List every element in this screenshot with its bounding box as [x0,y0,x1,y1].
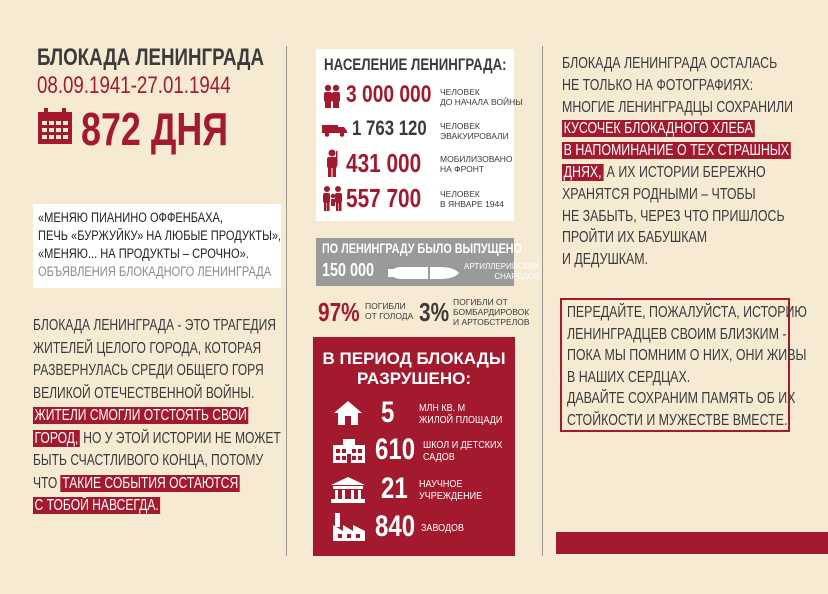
desc-line: БОМБАРДИРОВОК [453,307,530,317]
days-count: 872 ДНЯ [81,103,229,155]
paragraph-line: ВЕЛИКОЙ ОТЕЧЕСТВЕННОЙ ВОЙНЫ. [33,384,255,402]
quote-source: ОБЪЯВЛЕНИЯ БЛОКАДНОГО ЛЕНИНГРАДА [38,264,272,279]
population-value: 3 000 000 [346,81,432,108]
destroyed-value: 610 [375,433,416,466]
appeal-line: ПОКА МЫ ПОМНИМ О НИХ, ОНИ ЖИВЫ [567,347,807,365]
desc-line: ШКОЛ И ДЕТСКИХ [423,440,503,451]
institute-icon [331,477,365,503]
desc-line: ПОГИБЛИ ОТ [453,297,508,307]
shelling-desc [464,262,539,281]
paragraph-text: ЧТО [33,474,61,492]
blockade-paragraph [33,315,333,518]
desc-line: УЧРЕЖДЕНИЕ [419,491,483,502]
highlight-text: КУСОЧЕК БЛОКАДНОГО ХЛЕБА [563,120,753,138]
highlight-text: ЖИТЕЛИ СМОГЛИ ОТСТОЯТЬ СВОЙ [34,407,247,424]
population-desc [440,87,523,107]
desc-line: ЖИЛОЙ ПЛОЩАДИ [419,415,503,426]
calendar-icon [37,107,73,145]
desc-line: МОБИЛИЗОВАНО [440,154,513,164]
desc-line: ЭВАКУИРОВАЛИ [440,131,509,141]
destroyed-box [313,337,515,556]
destroyed-value: 21 [381,472,408,505]
desc-line: ЧЕЛОВЕК [440,121,480,131]
desc-line: ЧЕЛОВЕК [440,87,480,97]
highlight-text: В НАПОМИНАНИЕ О ТЕХ СТРАШНЫХ [563,142,790,160]
destroyed-desc [419,403,502,427]
blockade-dates: 08.09.1941-27.01.1944 [37,72,231,99]
desc-line: ДО НАЧАЛА ВОЙНЫ [440,97,523,107]
destroyed-row [313,473,515,507]
destroyed-row [313,511,515,545]
shell-icon [388,264,460,282]
desc-line: СНАРЯДОВ [494,271,540,281]
paragraph-line: БЛОКАДА ЛЕНИНГРАДА ОСТАЛАСЬ [562,55,778,72]
divider-right [542,46,543,556]
destroyed-title: РАЗРУШЕНО: [356,369,472,388]
population-box [316,49,523,221]
population-value: 1 763 120 [352,117,427,140]
shelling-title: ПО ЛЕНИНГРАДУ БЫЛО ВЫПУЩЕНО [322,241,523,256]
desc-line: В ЯНВАРЕ 1944 [440,199,504,209]
decorative-red-bar [556,532,828,554]
quote-box [33,204,281,288]
highlight-text: С ТОБОЙ НАВСЕГДА. [34,497,159,514]
bombing-percent: 3% [419,297,450,327]
quote-line: ПЕЧЬ «БУРЖУЙКУ» НА ЛЮБЫЕ ПРОДУКТЫ», [38,228,282,243]
family-icon [322,185,344,211]
desc-line: НА ФРОНТ [440,164,485,174]
appeal-line: ДАВАЙТЕ СОХРАНИМ ПАМЯТЬ ОБ ИХ [567,390,796,408]
shelling-value: 150 000 [322,260,375,280]
paragraph-line: И ДЕДУШКАМ. [562,251,649,269]
destroyed-desc [421,523,464,535]
destroyed-row [313,397,515,431]
highlight-text: ДНЯХ, [563,163,602,181]
desc-line: НАУЧНОЕ [419,479,463,490]
population-desc [440,121,509,141]
desc-line: САДОВ [423,452,455,463]
paragraph-line: БЫТЬ СЧАСТЛИВОГО КОНЦА, ПОТОМУ [33,452,264,469]
destroyed-title: В ПЕРИОД БЛОКАДЫ [322,349,506,368]
appeal-line: В НАШИХ СЕРДЦАХ. [567,368,691,386]
population-value: 557 700 [346,183,422,213]
desc-line: И АРТОБСТРЕЛОВ [453,317,530,327]
paragraph-line: БЛОКАДА ЛЕНИНГРАДА - ЭТО ТРАГЕДИЯ [33,317,277,334]
desc-line: АРТИЛЛЕРИЙСКИХ [464,262,540,271]
population-desc [440,154,513,174]
appeal-line: СТОЙКОСТИ И МУЖЕСТВЕ ВМЕСТЕ. [567,411,788,429]
desc-line: МЛН КВ. М [419,403,466,414]
highlight-text: ГОРОД, [34,429,79,447]
school-icon [333,439,365,463]
destroyed-desc [423,440,502,464]
paragraph-line: ПРОЙТИ ИХ БАБУШКАМ [562,229,708,247]
desc-line: ОТ ГОЛОДА [365,311,414,321]
truck-icon [322,123,348,137]
highlight-text: ТАКИЕ СОБЫТИЯ ОСТАЮТСЯ [62,474,239,492]
famine-percent: 97% [318,297,360,327]
people-icon [322,84,342,108]
appeal-box [560,298,807,432]
desc-line: ЗАВОДОВ [421,523,465,534]
paragraph-line: МНОГИЕ ЛЕНИНГРАДЦЫ СОХРАНИЛИ [562,98,794,116]
appeal-line: ПЕРЕДАЙТЕ, ПОЖАЛУЙСТА, ИСТОРИЮ [567,304,807,321]
factory-icon [333,513,365,541]
paragraph-line: ХРАНЯТСЯ РОДНЫМИ – ЧТОБЫ [562,185,756,203]
population-value: 431 000 [346,148,422,178]
page-title: БЛОКАДА ЛЕНИНГРАДА [37,44,265,71]
shelling-box [316,238,540,286]
quote-line: «МЕНЯЮ... НА ПРОДУКТЫ – СРОЧНО». [38,246,249,261]
famine-desc [365,301,413,321]
bombing-desc [453,297,530,327]
destroyed-row [313,434,515,468]
paragraph-text: А ИХ ИСТОРИИ БЕРЕЖНО [603,163,766,181]
soldier-icon [324,149,340,177]
paragraph-line: ЖИТЕЛЕЙ ЦЕЛОГО ГОРОДА, КОТОРАЯ [33,339,262,357]
destroyed-desc [419,479,482,503]
desc-line: ПОГИБЛИ [365,301,406,311]
population-title: НАСЕЛЕНИЕ ЛЕНИНГРАДА: [324,55,507,74]
paragraph-line: НЕ ТОЛЬКО НА ФОТОГРАФИЯХ: [562,76,754,94]
desc-line: ЧЕЛОВЕК [440,189,480,199]
paragraph-line: РАЗВЕРНУЛАСЬ СРЕДИ ОБЩЕГО ГОРЯ [33,362,264,379]
quote-line: «МЕНЯЮ ПИАНИНО ОФФЕНБАХА, [38,210,224,225]
population-desc [440,189,504,209]
paragraph-text: НО У ЭТОЙ ИСТОРИИ НЕ МОЖЕТ [79,429,281,447]
destroyed-value: 840 [375,510,416,543]
destroyed-value: 5 [381,396,395,429]
house-icon [333,400,363,426]
appeal-line: ЛЕНИНГРАДЦЕВ СВОИМ БЛИЗКИМ - [567,325,787,343]
memory-paragraph [562,53,812,271]
paragraph-line: НЕ ЗАБЫТЬ, ЧЕРЕЗ ЧТО ПРИШЛОСЬ [562,207,785,225]
